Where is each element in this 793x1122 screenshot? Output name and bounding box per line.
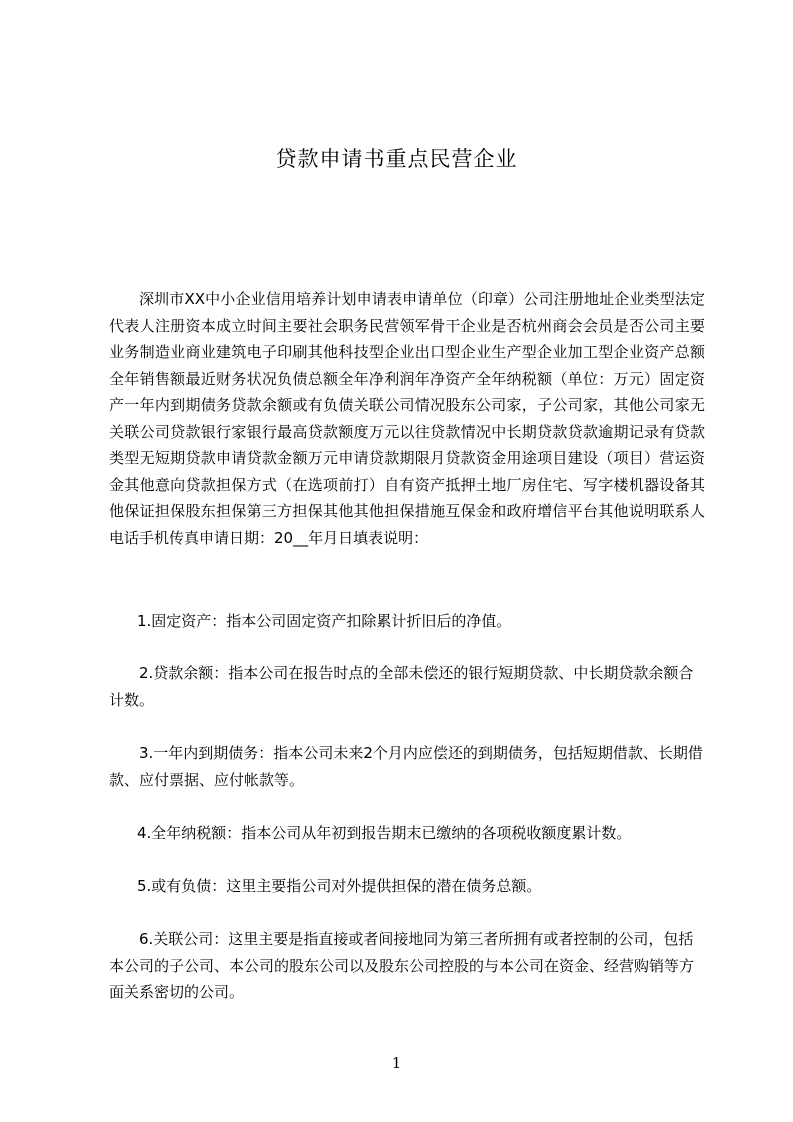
note-affiliated-company: 6.关联公司：这里主要是指直接或者间接地同为第三者所拥有或者控制的公司，包括本公司的子公司、本公司的股东公司以及股东公司控股的与本公司在资金、经营购销等方面关系密切的公司。 (109, 930, 695, 1001)
note-fixed-assets: 1.固定资产：指本公司固定资产扣除累计折旧后的净值。 (137, 612, 512, 630)
page-number: 1 (391, 1054, 402, 1072)
note-short-term-debt: 3.一年内到期债务：指本公司未来2个月内应偿还的到期债务，包括短期借款、长期借款、应付票据、应付帐款等。 (109, 744, 703, 789)
note-loan-balance: 2.贷款余额：指本公司在报告时点的全部未偿还的银行短期贷款、中长期贷款余额合计数。 (109, 664, 694, 709)
intro-paragraph: 深圳市XX中小企业信用培养计划申请表申请单位（印章）公司注册地址企业类型法定代表人注册资本成立时间主要社会职务民营领军骨干企业是否杭州商会会员是否公司主要业务制造业商业建筑电子印刷其他科技型企业出口型企业生产型企业加工型企业资产总额全年销售额最近财务状况负债总额全年净利润年净资产全年纳税额（单位：万元）固定资产一年内到期债务贷款余额或有负债关联公司情况股东公司家，子公司家，其他公司家无关联公司贷款银行家银行最高贷款额度万元以往贷款情况中长期贷款贷款逾期记录有贷款类型无短期贷款申请贷款金额万元申请贷款期限月贷款资金用途项目建设（项目）营运资金其他意向贷款担保方式（在选项前打）自有资产抵押土地厂房住宅、写字楼机器设备其他保证担保股东担保第三方担保其他其他担保措施互保金和政府增信平台其他说明联系人电话手机传真申请日期：20__年月日填表说明： (109, 290, 705, 547)
note-annual-tax: 4.全年纳税额：指本公司从年初到报告期末已缴纳的各项税收额度累计数。 (137, 824, 632, 842)
document-title: 贷款申请书重点民营企业 (275, 147, 518, 171)
note-contingent-liability: 5.或有负债：这里主要指公司对外提供担保的潜在债务总额。 (137, 877, 542, 895)
